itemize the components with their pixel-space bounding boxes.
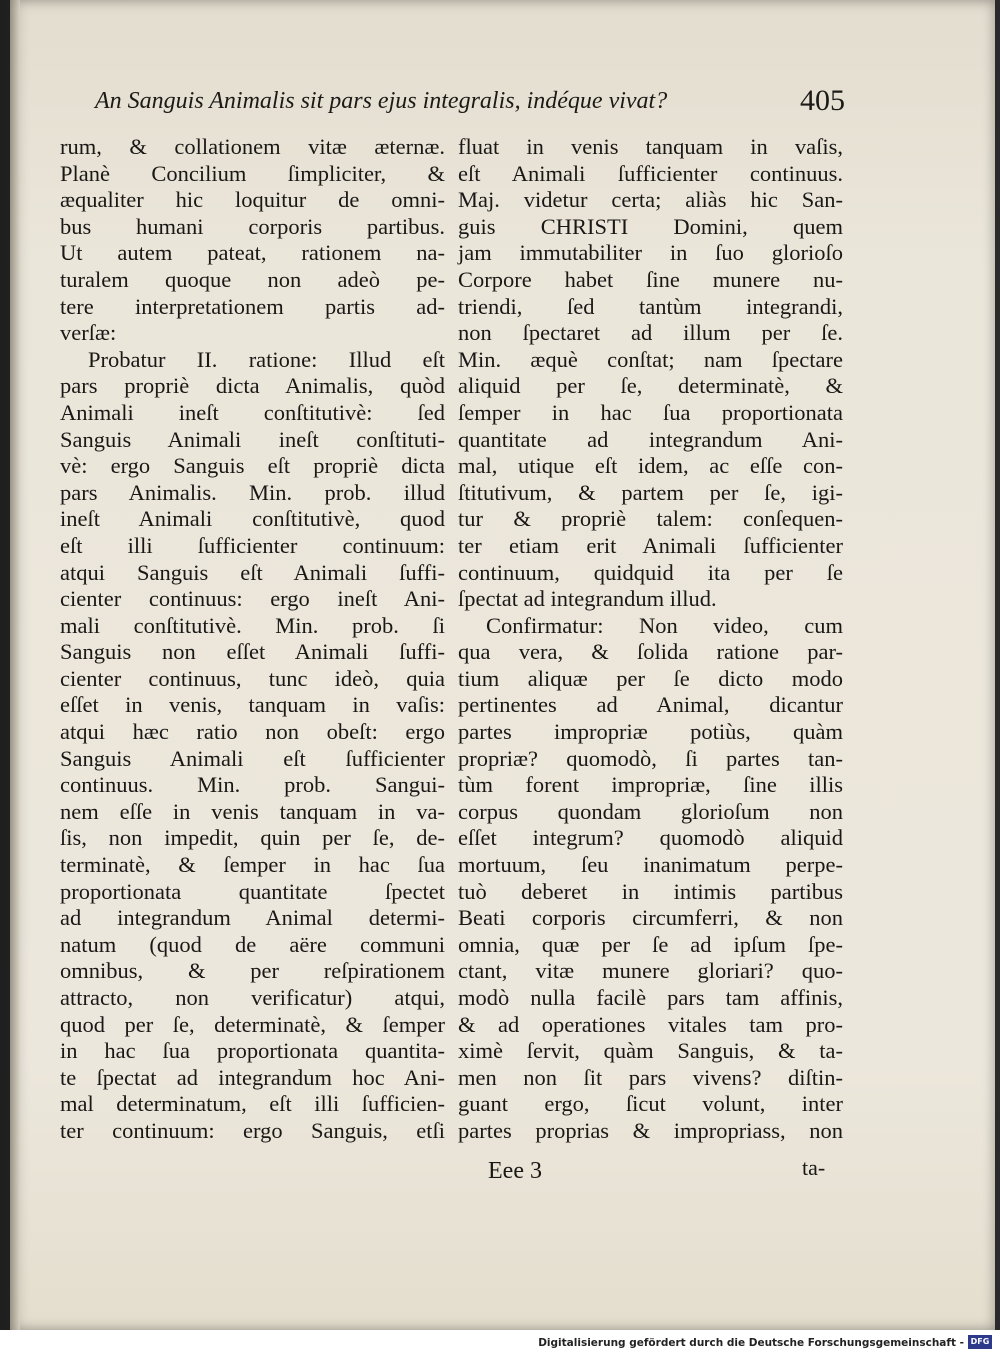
text-line: guant ergo, ſicut volunt, inter (458, 1091, 843, 1117)
right-column (458, 134, 843, 1145)
footer-credit: Digitalisierung gefördert durch die Deutsche Forschungsgemeinschaft - (538, 1337, 964, 1349)
text-line: tùm forent impropriæ, ſine illis (458, 772, 843, 798)
text-line: Maj. videtur certa; aliàs hic San- (458, 187, 843, 213)
text-line: quantitate ad integrandum Ani- (458, 426, 843, 452)
text-line: cienter continuus, tunc ideò, quia (60, 665, 445, 691)
text-line: cienter continuus: ergo ineſt Ani- (60, 586, 445, 612)
text-line: Ut autem pateat, rationem na- (60, 240, 445, 266)
text-line: eſt illi ſufficienter continuum: (60, 532, 445, 558)
text-line: pars Animalis. Min. prob. illud (60, 479, 445, 505)
text-line: tium aliquæ per ſe dicto modo (458, 665, 843, 691)
text-line: ter continuum: ergo Sanguis, etſi (60, 1117, 445, 1143)
text-line: ſtitutivum, & partem per ſe, igi- (458, 479, 843, 505)
text-line: Corpore habet ſine munere nu- (458, 266, 843, 292)
text-line: qua vera, & ſolida ratione par- (458, 639, 843, 665)
text-line: Confirmatur: Non video, cum (486, 612, 843, 638)
text-line: tuò deberet in intimis partibus (458, 878, 843, 904)
text-line: Probatur II. ratione: Illud eſt (88, 346, 445, 372)
text-line: ad integrandum Animal determi- (60, 905, 445, 931)
text-line: bus humani corporis partibus. (60, 213, 445, 239)
text-line: Sanguis Animali ineſt conſtituti- (60, 426, 445, 452)
text-line: verſæ: (60, 320, 117, 346)
text-line: attracto, non verificatur) atqui, (60, 985, 445, 1010)
text-line: tur & propriè talem: conſequen- (458, 506, 843, 532)
text-line: ineſt Animali conſtitutivè, quod (60, 506, 445, 532)
text-line: Planè Concilium ſimpliciter, & (60, 160, 445, 186)
text-line: eſſet integrum? quomodò aliquid (458, 825, 843, 851)
text-line: nem eſſe in venis tanquam in va- (60, 798, 445, 824)
text-line: te ſpectat ad integrandum hoc Ani- (60, 1064, 445, 1090)
text-line: quod per ſe, determinatè, & ſemper (60, 1011, 445, 1037)
left-column (60, 134, 445, 1145)
text-line: eſt Animali ſufficienter continuus. (458, 160, 843, 186)
catchword: ta- (802, 1155, 826, 1180)
text-line: mal determinatum, eſt illi ſufficien- (60, 1091, 445, 1117)
text-line: triendi, ſed tantùm integrandi, (458, 293, 843, 319)
text-line: mal, utique eſt idem, ac eſſe con- (458, 453, 843, 479)
text-line: terminatè, & ſemper in hac ſua (60, 852, 445, 878)
text-line: natum (quod de aëre communi (60, 931, 445, 957)
text-line: partes impropriæ potiùs, quàm (458, 719, 843, 745)
text-line: mali conſtitutivè. Min. prob. ſi (60, 612, 445, 638)
text-line: ctant, vitæ munere gloriari? quo- (458, 958, 843, 984)
text-line: atqui hæc ratio non obeſt: ergo (60, 719, 445, 745)
text-line: Sanguis Animali eſt ſufficienter (60, 745, 445, 771)
text-line: eſſet in venis, tanquam in vaſis: (60, 692, 445, 718)
text-line: vè: ergo Sanguis eſt propriè dicta (60, 453, 445, 479)
book-page (10, 0, 995, 1330)
signature-mark: Eee 3 (488, 1158, 542, 1184)
text-line: ter etiam erit Animali ſufficienter (458, 532, 843, 558)
text-line: omnia, quæ per ſe ad ipſum ſpe- (458, 931, 843, 957)
text-line: turalem quoque non adeò pe- (60, 266, 445, 292)
text-line: aliquid per ſe, determinatè, & (458, 373, 843, 399)
text-line: corpus quondam glorioſum non (458, 798, 843, 824)
dfg-logo-icon: DFG (968, 1335, 992, 1349)
text-line: pertinentes ad Animal, dicantur (458, 692, 843, 718)
text-line: continuus. Min. prob. Sangui- (60, 772, 445, 798)
running-title: An Sanguis Animalis sit pars ejus integralis, indéque vivat? (95, 88, 668, 114)
page-number: 405 (800, 84, 845, 117)
digitization-footer (0, 1330, 1000, 1356)
text-line: mortuum, ſeu inanimatum perpe- (458, 852, 843, 878)
text-line: modò nulla facilè pars tam affinis, (458, 985, 843, 1010)
text-line: rum, & collationem vitæ æternæ. (60, 134, 445, 159)
text-line: men non ſit pars vivens? diſtin- (458, 1064, 843, 1090)
text-line: æqualiter hic loquitur de omni- (60, 187, 445, 213)
text-line: propriæ? quomodò, ſi partes tan- (458, 745, 843, 771)
text-line: continuum, quidquid ita per ſe (458, 559, 843, 585)
text-line: Beati corporis circumferri, & non (458, 905, 843, 931)
text-line: ſis, non impedit, quin per ſe, de- (60, 825, 445, 851)
text-line: Min. æquè conſtat; nam ſpectare (458, 346, 843, 372)
text-line: omnibus, & per reſpirationem (60, 958, 445, 984)
text-line: & ad operationes vitales tam pro- (458, 1011, 843, 1037)
text-line: partes proprias & impropriass, non (458, 1117, 843, 1143)
text-line: tere interpretationem partis ad- (60, 293, 445, 319)
text-line: jam immutabiliter in ſuo glorioſo (458, 240, 843, 266)
running-head (95, 84, 845, 124)
text-line: proportionata quantitate ſpectet (60, 878, 445, 904)
text-line: fluat in venis tanquam in vaſis, (458, 134, 843, 159)
text-line: atqui Sanguis eſt Animali ſuffi- (60, 559, 445, 585)
text-line: ſemper in hac ſua proportionata (458, 399, 843, 425)
text-line: ſpectat ad integrandum illud. (458, 586, 717, 612)
text-line: guis CHRISTI Domini, quem (458, 213, 843, 239)
text-line: pars propriè dicta Animalis, quòd (60, 373, 445, 399)
text-line: non ſpectaret ad illum per ſe. (458, 320, 843, 346)
text-line: Sanguis non eſſet Animali ſuffi- (60, 639, 445, 665)
text-line: ximè ſervit, quàm Sanguis, & ta- (458, 1038, 843, 1064)
text-line: Animali ineſt conſtitutivè: ſed (60, 399, 445, 425)
text-line: in hac ſua proportionata quantita- (60, 1038, 445, 1064)
